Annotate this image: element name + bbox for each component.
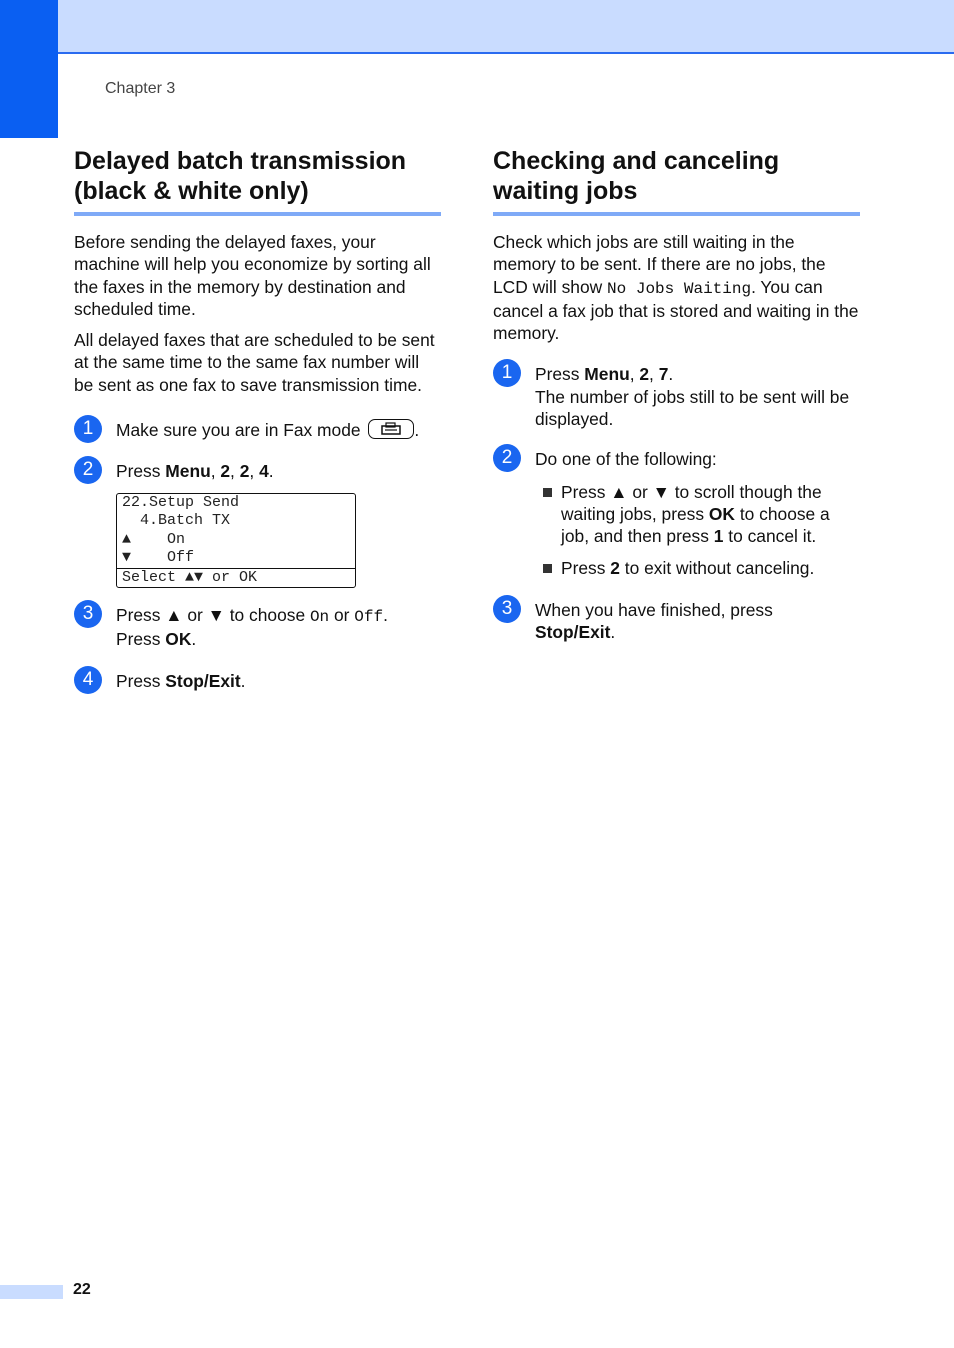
step-2: 2 Press Menu, 2, 2, 4. 22.Setup Send 4.Batch TX ▲ On ▼ Off Select ▲▼ or OK	[74, 460, 441, 588]
list-item: Press 2 to exit without canceling.	[535, 557, 860, 579]
paragraph: All delayed faxes that are scheduled to be sent at the same time to the same fax number will be sent as one fax to save transmission time.	[74, 330, 435, 395]
paragraph: Check which jobs are still waiting in the memory to be sent. If there are no jobs, the LCD will show No Jobs Waiting. You can cancel a fax job that is stored and waiting in the memory.	[493, 232, 859, 344]
footer-band	[0, 1285, 63, 1299]
up-down-arrows-icon: ▲▼	[185, 568, 204, 586]
step-2: 2 Do one of the following:	[493, 448, 860, 470]
header-band	[0, 0, 954, 54]
page-number: 22	[73, 1281, 91, 1298]
section-title-delayed-batch: Delayed batch transmission (black & white only)	[74, 146, 441, 216]
bullet-square-icon	[543, 564, 552, 573]
section-title-waiting-jobs: Checking and canceling waiting jobs	[493, 146, 860, 216]
paragraph: Before sending the delayed faxes, your machine will help you economize by sorting all the faxes in the memory by destination and scheduled time.	[74, 232, 431, 319]
fax-mode-key-icon	[368, 419, 414, 439]
step-number-icon: 3	[74, 600, 102, 628]
step-1: 1 Press Menu, 2, 7. The number of jobs still to be sent will be displayed.	[493, 363, 860, 430]
step-number-icon: 2	[493, 444, 521, 472]
down-arrow-icon: ▼	[207, 605, 225, 626]
left-column	[74, 146, 441, 692]
step-3: 3 Press ▲ or ▼ to choose On or Off. Press OK.	[74, 604, 441, 651]
step-1: 1 Make sure you are in Fax mode .	[74, 419, 441, 441]
step-number-icon: 1	[74, 415, 102, 443]
up-arrow-icon: ▲	[610, 481, 628, 502]
step-number-icon: 4	[74, 666, 102, 694]
chapter-label: Chapter 3	[105, 80, 176, 97]
down-arrow-icon: ▼	[652, 481, 670, 502]
up-arrow-icon: ▲	[165, 605, 183, 626]
step-number-icon: 1	[493, 359, 521, 387]
lcd-display: 22.Setup Send 4.Batch TX ▲ On ▼ Off Select ▲▼ or OK	[116, 493, 356, 589]
right-column	[493, 146, 860, 643]
down-arrow-icon: ▼	[122, 549, 132, 567]
bullet-square-icon	[543, 488, 552, 497]
step-4: 4 Press Stop/Exit.	[74, 670, 441, 692]
list-item: Press ▲ or ▼ to scroll though the waiting jobs, press OK to choose a job, and then press 1 to cancel it.	[535, 481, 860, 548]
up-arrow-icon: ▲	[122, 530, 132, 548]
step-number-icon: 2	[74, 456, 102, 484]
chapter-tab	[0, 0, 58, 138]
step-3: 3 When you have finished, press Stop/Exit.	[493, 599, 860, 644]
step-number-icon: 3	[493, 595, 521, 623]
